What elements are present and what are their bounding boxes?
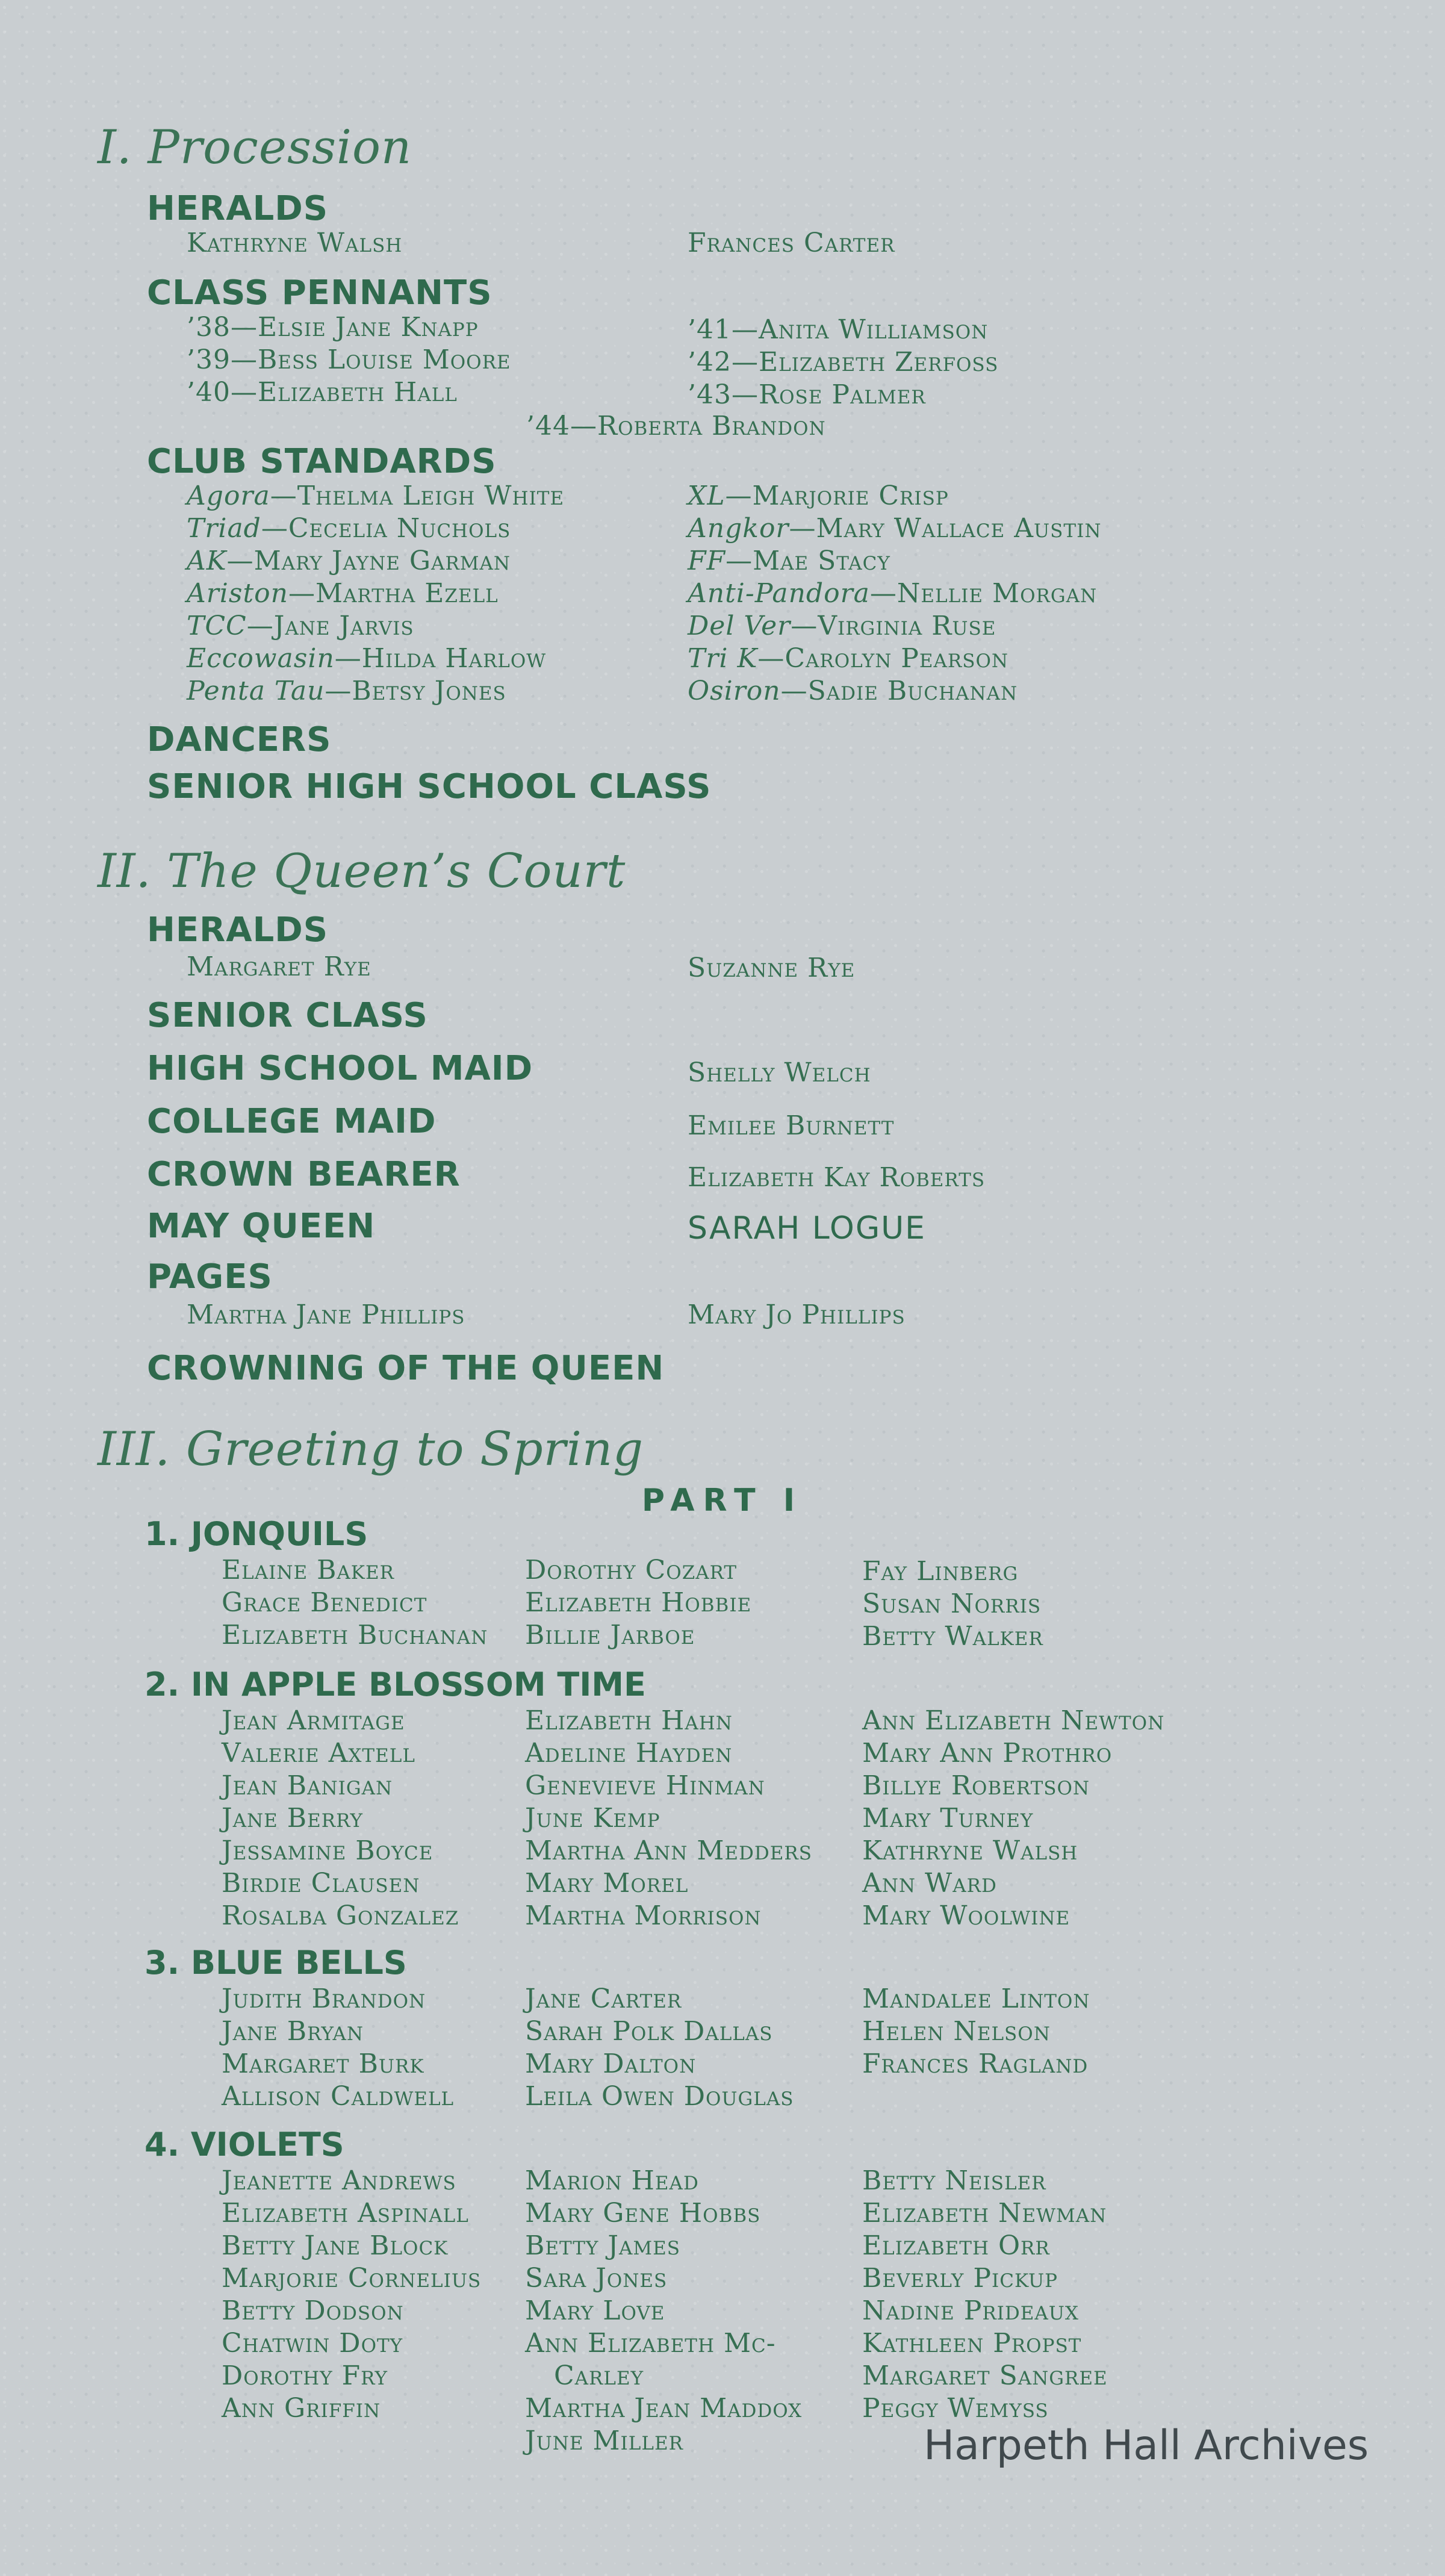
heading-heralds: HERALDS: [147, 189, 329, 228]
club-bearer: —Mary Wallace Austin: [789, 513, 1102, 544]
club-entry: [688, 611, 996, 641]
club-bearer: —Marjorie Crisp: [725, 481, 949, 511]
club-bearer: —Carolyn Pearson: [757, 643, 1009, 674]
club-name: Angkor: [688, 513, 789, 544]
dancer-name: Carley: [554, 2360, 644, 2391]
dancer-name: Elaine Baker: [222, 1555, 394, 1585]
heading-pages: PAGES: [147, 1257, 273, 1296]
club-entry: [688, 676, 1018, 706]
dancer-name: Jessamine Boyce: [222, 1835, 434, 1866]
dancer-name: Margaret Burk: [222, 2049, 424, 2079]
dancer-name: Genevieve Hinman: [525, 1770, 765, 1801]
club-entry: [187, 643, 546, 674]
pennant-entry: ’44—Roberta Brandon: [526, 411, 826, 441]
dancer-name: Birdie Clausen: [222, 1868, 420, 1899]
heading-crowning-of-the-queen: CROWNING OF THE QUEEN: [147, 1349, 665, 1388]
club-name: Agora: [187, 481, 270, 511]
page-name: Martha Jane Phillips: [187, 1299, 465, 1330]
may-queen-name: SARAH LOGUE: [688, 1210, 927, 1246]
club-name: Tri K: [688, 643, 758, 674]
heading-senior-class: SENIOR CLASS: [147, 996, 428, 1035]
club-bearer: —Sadie Buchanan: [780, 676, 1018, 706]
dancer-name: Grace Benedict: [222, 1587, 427, 1618]
section-title-greeting-to-spring: III. Greeting to Spring: [98, 1422, 644, 1476]
club-bearer: —Virginia Ruse: [791, 611, 996, 641]
section-title-queens-court: II. The Queen’s Court: [98, 844, 626, 898]
dancer-name: Betty Jane Block: [222, 2230, 449, 2261]
club-entry: [688, 513, 1101, 544]
dancer-name: Ann Elizabeth Mc-: [525, 2328, 776, 2359]
herald-name: Suzanne Rye: [688, 953, 856, 983]
dancer-name: Ann Griffin: [222, 2393, 381, 2424]
dancer-name: Mary Ann Prothro: [862, 1738, 1113, 1769]
club-bearer: —Thelma Leigh White: [270, 481, 565, 511]
dancer-name: Mary Woolwine: [862, 1900, 1071, 1931]
dancer-name: Chatwin Doty: [222, 2328, 403, 2359]
dancer-name: Martha Ann Medders: [525, 1835, 812, 1866]
club-name: TCC: [187, 611, 247, 641]
dancer-name: Elizabeth Hahn: [525, 1705, 733, 1736]
archive-watermark: Harpeth Hall Archives: [924, 2422, 1369, 2469]
heading-high-school-maid: HIGH SCHOOL MAID: [147, 1049, 533, 1088]
club-bearer: —Martha Ezell: [288, 578, 499, 609]
group-heading-blue-bells: 3. BLUE BELLS: [144, 1944, 407, 1982]
pennant-entry: ’40—Elizabeth Hall: [187, 377, 458, 408]
dancer-name: Allison Caldwell: [222, 2081, 455, 2112]
dancer-name: June Kemp: [525, 1803, 660, 1834]
club-entry: [187, 546, 511, 576]
dancer-name: Elizabeth Hobbie: [525, 1587, 752, 1618]
dancer-name: Valerie Axtell: [222, 1738, 415, 1769]
dancer-name: Peggy Wemyss: [862, 2393, 1049, 2424]
dancer-name: Betty Dodson: [222, 2295, 404, 2326]
dancer-name: Marion Head: [525, 2165, 699, 2196]
club-name: FF: [688, 546, 726, 576]
dancer-name: Betty Neisler: [862, 2165, 1046, 2196]
heading-class-pennants: CLASS PENNANTS: [147, 273, 493, 313]
club-bearer: —Mary Jayne Garman: [226, 546, 511, 576]
dancer-name: Mary Morel: [525, 1868, 689, 1899]
dancer-name: Jane Bryan: [222, 2016, 364, 2047]
club-entry: [688, 481, 949, 511]
dancer-name: Elizabeth Orr: [862, 2230, 1050, 2261]
heading-heralds: HERALDS: [147, 910, 329, 950]
club-name: XL: [688, 481, 726, 511]
dancer-name: Jean Banigan: [222, 1770, 393, 1801]
dancer-name: Betty Walker: [862, 1621, 1043, 1652]
dancer-name: Fay Linberg: [862, 1556, 1019, 1587]
dancer-name: Judith Brandon: [222, 1983, 426, 2014]
dancer-name: Ann Elizabeth Newton: [862, 1705, 1165, 1736]
dancer-name: Jane Berry: [222, 1803, 363, 1834]
club-name: Triad: [187, 513, 261, 544]
dancer-name: Helen Nelson: [862, 2016, 1051, 2047]
crown-bearer-name: Elizabeth Kay Roberts: [688, 1162, 986, 1193]
dancer-name: Leila Owen Douglas: [525, 2081, 794, 2112]
herald-name: Kathryne Walsh: [187, 228, 403, 258]
dancer-name: Billie Jarboe: [525, 1620, 695, 1650]
club-entry: [187, 578, 499, 609]
club-entry: [688, 643, 1008, 674]
club-bearer: —Cecelia Nuchols: [261, 513, 511, 544]
group-heading-violets: 4. VIOLETS: [144, 2126, 344, 2164]
page-name: Mary Jo Phillips: [688, 1299, 906, 1330]
club-entry: [187, 481, 564, 511]
club-name: Osiron: [688, 676, 781, 706]
dancer-name: Jane Carter: [525, 1983, 682, 2014]
dancer-name: Dorothy Fry: [222, 2360, 388, 2391]
club-name: Eccowasin: [187, 643, 335, 674]
heading-may-queen: MAY QUEEN: [147, 1207, 376, 1246]
club-bearer: —Betsy Jones: [325, 676, 506, 706]
club-bearer: —Hilda Harlow: [334, 643, 547, 674]
dancer-name: Billye Robertson: [862, 1770, 1090, 1801]
heading-club-standards: CLUB STANDARDS: [147, 442, 497, 481]
club-name: Anti-Pandora: [688, 578, 870, 609]
section-title-procession: I. Procession: [98, 120, 412, 175]
college-maid-name: Emilee Burnett: [688, 1110, 895, 1141]
dancer-name: Martha Morrison: [525, 1900, 762, 1931]
club-name: AK: [187, 546, 227, 576]
dancer-name: Kathleen Propst: [862, 2328, 1082, 2359]
high-school-maid-name: Shelly Welch: [688, 1057, 871, 1088]
dancer-name: Mandalee Linton: [862, 1983, 1090, 2014]
dancer-name: Frances Ragland: [862, 2049, 1089, 2079]
herald-name: Frances Carter: [688, 228, 895, 258]
dancer-name: Nadine Prideaux: [862, 2295, 1079, 2326]
dancer-name: Martha Jean Maddox: [525, 2393, 803, 2424]
dancer-name: Adeline Hayden: [525, 1738, 733, 1769]
dancer-name: Margaret Sangree: [862, 2360, 1108, 2391]
dancer-name: Mary Dalton: [525, 2049, 697, 2079]
club-entry: [187, 676, 506, 706]
heading-senior-high-school-class: SENIOR HIGH SCHOOL CLASS: [147, 767, 712, 806]
club-name: Penta Tau: [187, 676, 325, 706]
club-bearer: —Jane Jarvis: [246, 611, 414, 641]
dancer-name: Ann Ward: [862, 1868, 997, 1899]
dancer-name: Jeanette Andrews: [222, 2165, 456, 2196]
heading-dancers: DANCERS: [147, 720, 332, 759]
group-heading-apple-blossom: 2. IN APPLE BLOSSOM TIME: [144, 1666, 646, 1703]
dancer-name: Elizabeth Aspinall: [222, 2198, 469, 2229]
club-bearer: —Mae Stacy: [726, 546, 890, 576]
pennant-entry: ’38—Elsie Jane Knapp: [187, 312, 479, 343]
dancer-name: Sarah Polk Dallas: [525, 2016, 773, 2047]
dancer-name: Beverly Pickup: [862, 2263, 1058, 2294]
dancer-name: Sara Jones: [525, 2263, 668, 2294]
club-entry: [187, 513, 511, 544]
part-label: PART I: [641, 1482, 804, 1519]
dancer-name: Susan Norris: [862, 1588, 1042, 1619]
club-name: Del Ver: [688, 611, 791, 641]
dancer-name: June Miller: [525, 2425, 683, 2456]
club-name: Ariston: [187, 578, 288, 609]
pennant-entry: ’43—Rose Palmer: [688, 379, 926, 410]
pennant-entry: ’39—Bess Louise Moore: [187, 344, 511, 375]
dancer-name: Rosalba Gonzalez: [222, 1900, 459, 1931]
heading-crown-bearer: CROWN BEARER: [147, 1155, 461, 1194]
club-bearer: —Nellie Morgan: [869, 578, 1098, 609]
dancer-name: Mary Love: [525, 2295, 665, 2326]
club-entry: [688, 578, 1097, 609]
dancer-name: Kathryne Walsh: [862, 1835, 1078, 1866]
dancer-name: Jean Armitage: [222, 1705, 405, 1736]
dancer-name: Elizabeth Buchanan: [222, 1620, 488, 1650]
pennant-entry: ’42—Elizabeth Zerfoss: [688, 347, 999, 378]
dancer-name: Betty James: [525, 2230, 680, 2261]
heading-college-maid: COLLEGE MAID: [147, 1102, 437, 1141]
club-entry: [187, 611, 414, 641]
dancer-name: Mary Gene Hobbs: [525, 2198, 761, 2229]
herald-name: Margaret Rye: [187, 951, 371, 982]
pennant-entry: ’41—Anita Williamson: [688, 314, 989, 345]
group-heading-jonquils: 1. JONQUILS: [144, 1515, 368, 1553]
dancer-name: Dorothy Cozart: [525, 1555, 738, 1585]
dancer-name: Mary Turney: [862, 1803, 1034, 1834]
dancer-name: Marjorie Cornelius: [222, 2263, 482, 2294]
dancer-name: Elizabeth Newman: [862, 2198, 1107, 2229]
club-entry: [688, 546, 890, 576]
